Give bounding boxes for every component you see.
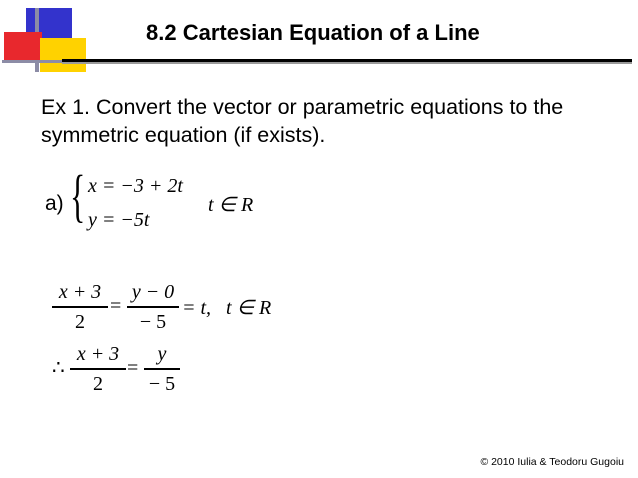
copyright-footer: © 2010 Iulia & Teodoru Gugoiu: [480, 456, 624, 468]
step2-fraction-x: [70, 341, 126, 397]
step1-fraction-y: [127, 279, 179, 335]
system-equation-y: y = −5t: [88, 209, 150, 231]
fraction-bar: [127, 306, 179, 308]
fraction-numerator: y: [157, 343, 167, 365]
fraction-denominator: − 5: [148, 372, 176, 395]
title-divider-shadow: [62, 62, 632, 64]
logo-red-square: [4, 32, 42, 62]
part-a-label: a): [45, 192, 64, 215]
logo-yellow-square: [40, 38, 86, 72]
fraction-numerator: x + 3: [76, 343, 120, 365]
logo-graphic: [0, 0, 90, 78]
step2-equals: =: [127, 357, 139, 379]
fraction-bar: [70, 368, 126, 370]
slide-title: 8.2 Cartesian Equation of a Line: [146, 20, 480, 45]
system-equation-x: x = −3 + 2t: [88, 175, 183, 197]
step1-fraction-x: [52, 279, 108, 335]
fraction-denominator: − 5: [139, 310, 167, 333]
fraction-denominator: 2: [75, 310, 85, 333]
fraction-numerator: y − 0: [131, 281, 175, 303]
fraction-bar: [144, 368, 180, 370]
fraction-bar: [52, 306, 108, 308]
therefore-symbol: ∴: [52, 357, 65, 379]
fraction-numerator: x + 3: [58, 281, 102, 303]
parameter-domain: t ∈ R: [208, 194, 254, 216]
step1-parameter-and-domain: = t, t ∈ R: [182, 297, 272, 319]
step1-equals: =: [110, 295, 122, 317]
logo-gray-line: [2, 60, 62, 63]
step2-fraction-y: [144, 341, 180, 397]
exercise-prompt: Ex 1. Convert the vector or parametric equations to the symmetric equation (if exists).: [41, 95, 564, 147]
system-brace: {: [70, 163, 86, 228]
fraction-denominator: 2: [93, 372, 103, 395]
